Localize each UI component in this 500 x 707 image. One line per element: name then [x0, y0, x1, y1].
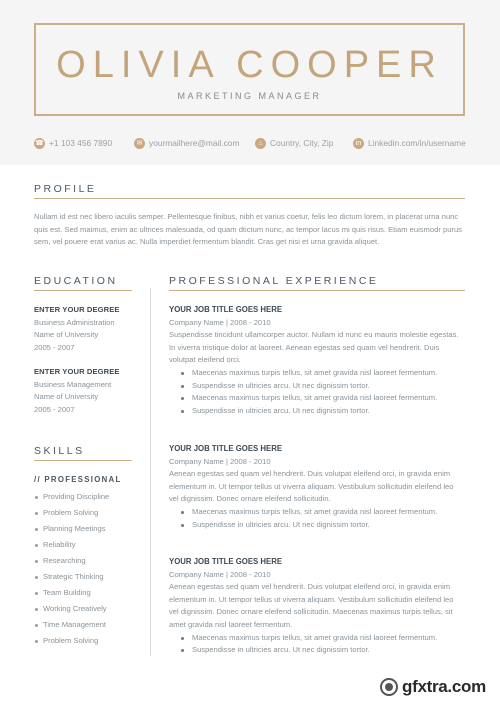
degree-field: Business Administration — [34, 317, 115, 327]
contact-phone[interactable] — [34, 136, 112, 150]
university-name: Name of University — [34, 392, 99, 402]
name-box — [34, 23, 465, 116]
contact-address — [255, 136, 333, 150]
email-icon: ✉ — [134, 138, 145, 149]
skills-list — [34, 489, 149, 649]
candidate-name: OLIVIA COOPER — [56, 44, 443, 86]
skill-item: Planning Meetings — [34, 521, 149, 537]
contact-bar — [34, 136, 474, 152]
skills-subtitle: // PROFESSIONAL — [34, 475, 122, 484]
job-description: Aenean egestas sed quam vel hendrerit. Duis volutpat eleifend orci, in gravida enim elementum in. Ut tempor tellus ut viverra aliquam. Vestibulum sollicitudin eleifend leo vel dignissim. Donec ornare eleifend sollicitudin. Maecenas maximus turpis tellus, sit amet gravida nisl laoreet fermentum. — [169, 582, 454, 629]
profile-heading: PROFILE — [34, 183, 97, 195]
contact-email[interactable] — [134, 136, 239, 150]
job-company-dates: Company Name | 2008 - 2010 — [169, 317, 271, 327]
watermark-logo-icon — [380, 678, 398, 696]
skill-item: Time Management — [34, 617, 149, 633]
phone-icon: ☎ — [35, 139, 44, 147]
job-description: Suspendisse tincidunt ullamcorper auctor. Nullam id nunc eu mauris molestie egestas. In viverra tristique dolor at laoreet. Aenean egestas sed quam vel hendrerit. Duis volutpat eleifend orci. — [169, 330, 459, 365]
education-years: 2005 - 2007 — [34, 342, 75, 352]
skill-item: Team Building — [34, 585, 149, 601]
job-entry — [169, 443, 465, 531]
education-rule — [34, 290, 132, 291]
skill-item: Problem Solving — [34, 633, 149, 649]
contact-address-text: Country, City, Zip — [270, 138, 334, 148]
job-company-dates: Company Name | 2008 - 2010 — [169, 456, 271, 466]
job-bullet: Maecenas maximus turpis tellus, sit amet gravida nisl laoreet fermentum. — [169, 392, 465, 405]
skill-item: Researching — [34, 553, 149, 569]
job-company-dates: Company Name | 2008 - 2010 — [169, 569, 271, 579]
contact-linkedin[interactable] — [353, 136, 466, 150]
job-title: YOUR JOB TITLE GOES HERE — [169, 444, 283, 453]
profile-text: Nullam id est nec libero iaculis semper. Pellentesque finibus, nibh et varius coetur, felis leo dictum lorem, in placerat urna nunc quis est. Sed maimus, enim ac ultrices malesuada, od quam dtictum nunc, ac tempor lacus mi quis risus. Etiam euismodr purus sem, vel pouere erat varius ac. Nulla imperdiet fermentum blandit. Cras get nisi et urna gravida aliquet. — [34, 212, 462, 246]
education-years: 2005 - 2007 — [34, 404, 75, 414]
job-bullet: Maecenas maximus turpis tellus, sit amet gravida nisl laoreet fermentum. — [169, 506, 465, 519]
education-entry — [34, 366, 146, 416]
contact-phone-text: +1 103 456 7890 — [49, 138, 113, 148]
job-bullet: Suspendisse in ultricies arcu. Ut nec dignissim tortor. — [169, 644, 465, 657]
job-bullet: Maecenas maximus turpis tellus, sit amet gravida nisl laoreet fermentum. — [169, 632, 465, 645]
home-icon: ⌂ — [255, 138, 266, 149]
job-entry — [169, 556, 465, 657]
job-bullets — [169, 632, 465, 657]
job-entry — [169, 304, 465, 417]
education-heading: EDUCATION — [34, 275, 118, 287]
job-bullet: Suspendisse in ultricies arcu. Ut nec dignissim tortor. — [169, 405, 465, 418]
watermark — [380, 672, 492, 702]
job-title: YOUR JOB TITLE GOES HERE — [169, 557, 283, 566]
watermark-text: gfxtra.com — [402, 677, 486, 696]
degree-title: ENTER YOUR DEGREE — [34, 305, 120, 314]
candidate-job-title: MARKETING MANAGER — [177, 91, 322, 101]
job-bullet: Maecenas maximus turpis tellus, sit amet gravida nisl laoreet fermentum. — [169, 367, 465, 380]
profile-rule — [34, 198, 465, 199]
skill-item: Providing Discipline — [34, 489, 149, 505]
skills-rule — [34, 460, 132, 461]
job-bullets — [169, 506, 465, 531]
skills-heading: SKILLS — [34, 445, 85, 457]
skill-item: Reliability — [34, 537, 149, 553]
contact-linkedin-text: Linkedin.com/in/username — [368, 138, 466, 148]
experience-heading: PROFESSIONAL EXPERIENCE — [169, 275, 379, 287]
linkedin-icon: in — [353, 138, 364, 149]
education-entry — [34, 304, 146, 354]
degree-title: ENTER YOUR DEGREE — [34, 367, 120, 376]
job-description: Aenean egestas sed quam vel hendrerit. Duis volutpat eleifend orci, in gravida enim elementum in. Ut tempor tellus ut viverra aliquam. Vestibulum sollicitudin eleifend leo vel dignissim. Donec ornare eleifend sollicitudin. — [169, 469, 454, 504]
contact-email-text: yourmailhere@mail.com — [149, 138, 240, 148]
skill-item: Problem Solving — [34, 505, 149, 521]
job-bullet: Suspendisse in ultricies arcu. Ut nec dignissim tortor. — [169, 380, 465, 393]
university-name: Name of University — [34, 330, 99, 340]
job-bullets — [169, 367, 465, 417]
job-title: YOUR JOB TITLE GOES HERE — [169, 305, 283, 314]
skill-item: Working Creatively — [34, 601, 149, 617]
experience-rule — [169, 290, 465, 291]
skill-item: Strategic Thinking — [34, 569, 149, 585]
column-divider — [150, 288, 151, 656]
job-bullet: Suspendisse in ultricies arcu. Ut nec dignissim tortor. — [169, 519, 465, 532]
degree-field: Business Management — [34, 379, 112, 389]
